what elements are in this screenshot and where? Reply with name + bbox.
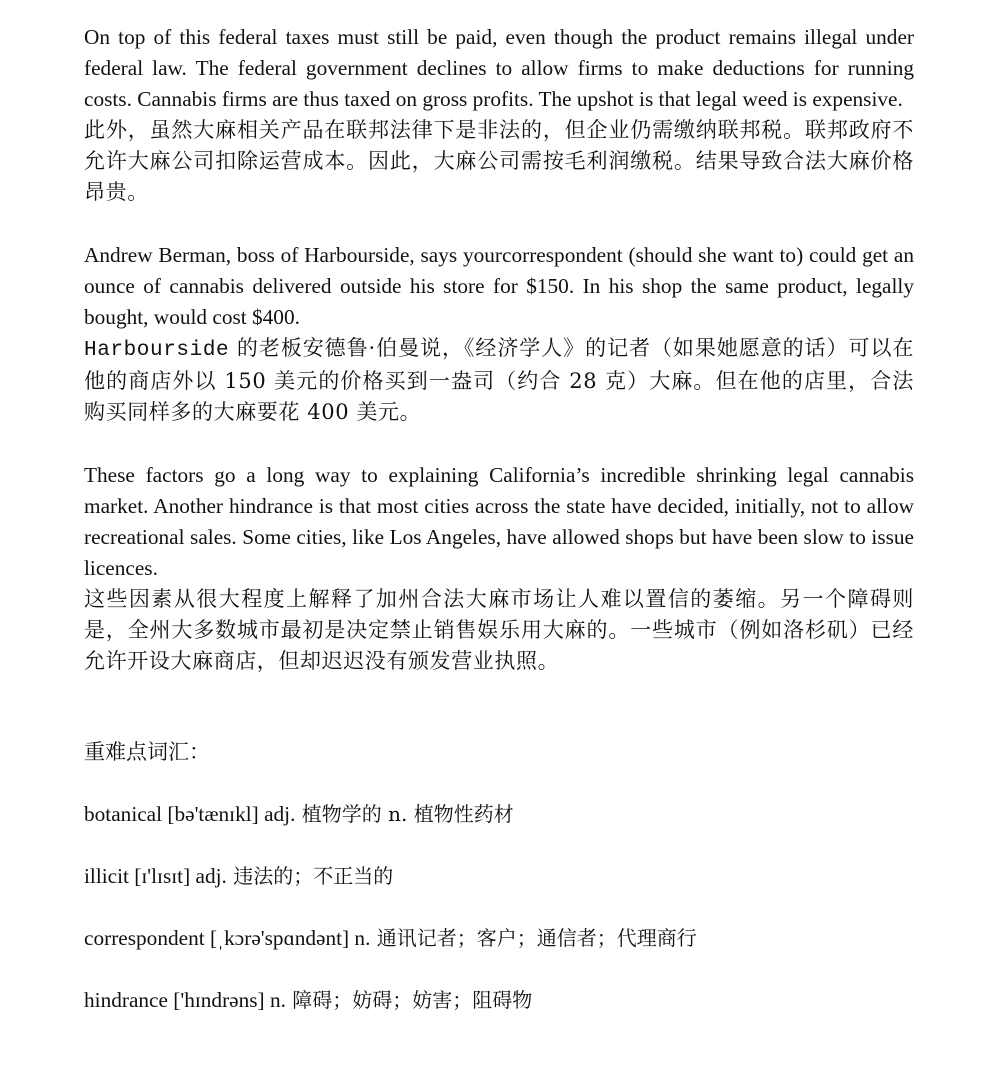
paragraph-3-chinese: 这些因素从很大程度上解释了加州合法大麻市场让人难以置信的萎缩。另一个障碍则是，全州大多数城市最初是决定禁止销售娱乐用大麻的。一些城市（例如洛杉矶）已经允许开设大麻商店，但却迟迟没有颁发营业执照。 [84, 587, 914, 673]
vocab-item-illicit [84, 861, 914, 892]
vocab-item-correspondent [84, 923, 914, 954]
spacer [84, 830, 914, 861]
spacer [84, 954, 914, 985]
vocab-meaning: 植物学的 n. 植物性药材 [295, 802, 514, 826]
paragraph-2-chinese-lead: Harbourside [84, 339, 230, 362]
paragraph-1-english: On top of this federal taxes must still be paid, even though the product remains illegal under federal law. The federal government declines to allow firms to make deductions for running costs. Cannabis firms are thus taxed on gross profits. The upshot is that legal weed is expensive. [84, 25, 914, 111]
vocab-word: illicit [ɪ'lɪsɪt] adj. [84, 864, 227, 888]
spacer [84, 768, 914, 799]
paragraph-2-chinese [84, 333, 914, 428]
spacer [84, 677, 914, 737]
paragraph-1-chinese: 此外，虽然大麻相关产品在联邦法律下是非法的，但企业仍需缴纳联邦税。联邦政府不允许大麻公司扣除运营成本。因此，大麻公司需按毛利润缴税。结果导致合法大麻价格昂贵。 [84, 118, 914, 204]
spacer [84, 892, 914, 923]
spacer [84, 208, 914, 240]
vocab-word: botanical [bə'tænɪkl] adj. [84, 802, 296, 826]
vocab-meaning: 违法的；不正当的 [226, 864, 394, 888]
vocab-item-botanical [84, 799, 914, 830]
vocab-word: hindrance ['hɪndrəns] n. [84, 988, 286, 1012]
vocab-meaning: 通讯记者；客户；通信者；代理商行 [370, 926, 697, 950]
vocab-meaning: 障碍；妨碍；妨害；阻碍物 [285, 988, 533, 1012]
vocab-word: correspondent [ˌkɔrə'spɑndənt] n. [84, 926, 371, 950]
vocab-item-hindrance [84, 985, 914, 1016]
spacer [84, 428, 914, 460]
vocab-title: 重难点词汇： [84, 740, 210, 764]
paragraph-2-chinese-body: 的老板安德鲁·伯曼说，《经济学人》的记者（如果她愿意的话）可以在他的商店外以 150 美元的价格买到一盎司（约合 28 克）大麻。但在他的店里，合法购买同样多的大麻要花 400 美元。 [84, 336, 914, 424]
article [84, 22, 914, 1016]
paragraph-3-english: These factors go a long way to explaining California’s incredible shrinking legal cannabis market. Another hindrance is that most cities across the state have decided, initially, not to allow recreational sales. Some cities, like Los Angeles, have allowed shops but have been slow to issue licences. [84, 463, 914, 580]
paragraph-2-english: Andrew Berman, boss of Harbourside, says yourcorrespondent (should she want to) could get an ounce of cannabis delivered outside his store for $150. In his shop the same product, legally bought, would cost $400. [84, 243, 914, 329]
